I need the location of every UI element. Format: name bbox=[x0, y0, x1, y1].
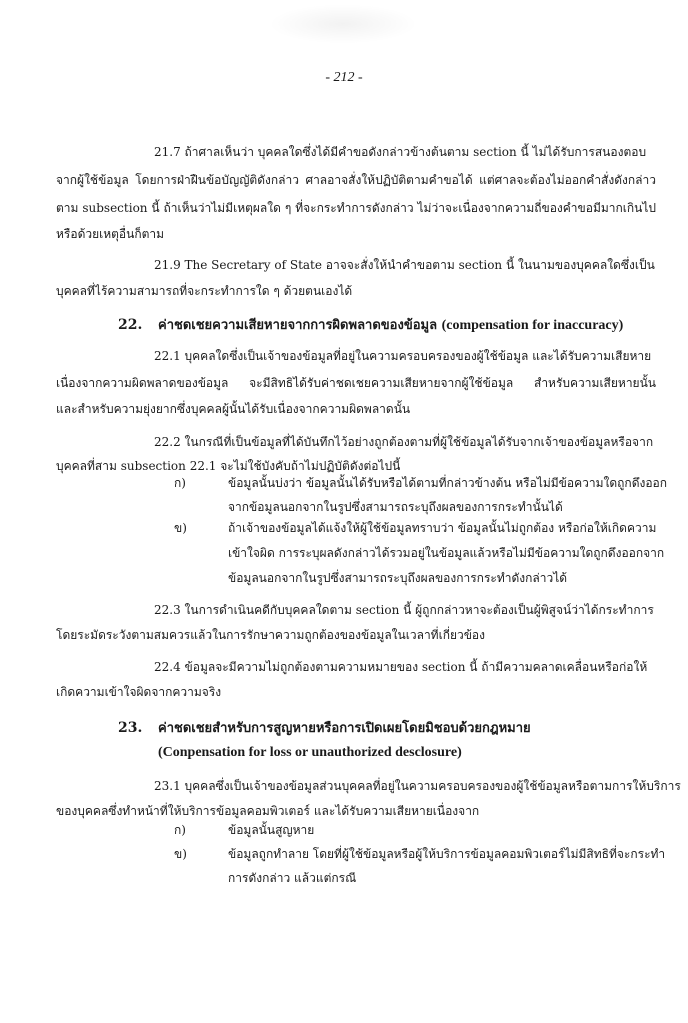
para-22-3-line-2: โดยระมัดระวังตามสมควรแล้วในการรักษาความถูกต้องของข้อมูลในเวลาที่เกี่ยวข้อง bbox=[56, 628, 485, 642]
section-22-title-th: ค่าชดเชยความเสียหายจากการผิดพลาดของข้อมูล bbox=[158, 318, 438, 333]
item-marker: ข) bbox=[174, 521, 187, 535]
list-item-line: ถ้าเจ้าของข้อมูลได้แจ้งให้ผู้ใช้ข้อมูลทราบว่า ข้อมูลนั้นไม่ถูกต้อง หรือก่อให้เกิดความ bbox=[228, 521, 657, 535]
para-21-7-line-2: จากผู้ใช้ข้อมูล โดยการฝ่าฝืนข้อบัญญัติดังกล่าว ศาลอาจสั่งให้ปฏิบัติตามคำขอได้ แต่ศาลจะต้องไม่ออกคำสั่งดังกล่าว bbox=[56, 173, 656, 187]
page-number: - 212 - bbox=[325, 70, 363, 85]
scan-shadow bbox=[268, 4, 418, 44]
para-23-1-line-1: 23.1 บุคคลซึ่งเป็นเจ้าของข้อมูลส่วนบุคคลที่อยู่ในความครอบครองของผู้ใช้ข้อมูลหรือตามการให้บริการ bbox=[154, 779, 681, 793]
section-23-number: 23. bbox=[118, 720, 143, 736]
list-item-line: เข้าใจผิด การระบุผลดังกล่าวได้รวมอยู่ในข้อมูลแล้วหรือไม่มีข้อความใดถูกดึงออกจาก bbox=[228, 546, 665, 560]
list-item-line: ข้อมูลนั้นสูญหาย bbox=[228, 823, 315, 837]
section-22-number: 22. bbox=[118, 317, 143, 333]
para-23-1-line-2: ของบุคคลซึ่งทำหน้าที่ให้บริการข้อมูลคอมพิวเตอร์ และได้รับความเสียหายเนื่องจาก bbox=[56, 804, 480, 818]
section-23-title-en: (Conpensation for loss or unauthorized desclosure) bbox=[158, 745, 462, 760]
item-marker: ก) bbox=[174, 476, 186, 490]
para-22-1-line-3: และสำหรับความยุ่งยากซึ่งบุคคลผู้นั้นได้รับเนื่องจากความผิดพลาดนั้น bbox=[56, 402, 411, 416]
para-22-1-line-2: เนื่องจากความผิดพลาดของข้อมูล จะมีสิทธิได้รับค่าชดเชยความเสียหายจากผู้ใช้ข้อมูล สำหรับความเสียหายนั้น bbox=[56, 376, 656, 390]
para-21-7-line-4: หรือด้วยเหตุอื่นก็ตาม bbox=[56, 227, 165, 241]
section-22-title-en: (compensation for inaccuracy) bbox=[441, 318, 624, 333]
section-22-heading bbox=[158, 317, 623, 335]
para-21-9-line-2: บุคคลที่ไร้ความสามารถที่จะกระทำการใด ๆ ด้วยตนเองได้ bbox=[56, 284, 353, 298]
item-marker: ข) bbox=[174, 847, 187, 861]
list-item-line: ข้อมูลนอกจากในรูปซึ่งสามารถระบุถึงผลของการกระทำดังกล่าวได้ bbox=[228, 571, 568, 585]
para-22-2-line-1: 22.2 ในกรณีที่เป็นข้อมูลที่ได้บันทึกไว้อย่างถูกต้องตามที่ผู้ใช้ข้อมูลได้รับจากเจ้าของข้อมูลหรือจาก bbox=[154, 435, 654, 449]
para-21-7-line-3: ตาม subsection นี้ ถ้าเห็นว่าไม่มีเหตุผลใด ๆ ที่จะกระทำการดังกล่าว ไม่ว่าจะเนื่องจากความถี่ของคำขอมีมากเกินไป bbox=[56, 201, 656, 215]
para-22-3-line-1: 22.3 ในการดำเนินคดีกับบุคคลใดตาม section นี้ ผู้ถูกกล่าวหาจะต้องเป็นผู้พิสูจน์ว่าได้กระทำการ bbox=[154, 603, 654, 617]
para-22-2-line-2: บุคคลที่สาม subsection 22.1 จะไม่ใช้บังคับถ้าไม่ปฏิบัติดังต่อไปนี้ bbox=[56, 459, 401, 473]
list-item-line: จากข้อมูลนอกจากในรูปซึ่งสามารถระบุถึงผลของการกระทำนั้นได้ bbox=[228, 500, 563, 514]
para-22-1-line-1: 22.1 บุคคลใดซึ่งเป็นเจ้าของข้อมูลที่อยู่ในความครอบครองของผู้ใช้ข้อมูล และได้รับความเสียหาย bbox=[154, 349, 652, 363]
para-21-7-line-1: 21.7 ถ้าศาลเห็นว่า บุคคลใดซึ่งได้มีคำขอดังกล่าวข้างต้นตาม section นี้ ไม่ได้รับการสนองตอบ bbox=[154, 145, 647, 159]
list-item-line: ข้อมูลถูกทำลาย โดยที่ผู้ใช้ข้อมูลหรือผู้ให้บริการข้อมูลคอมพิวเตอร์ไม่มีสิทธิที่จะกระทำ bbox=[228, 847, 666, 861]
section-23-title-th: ค่าชดเชยสำหรับการสูญหายหรือการเปิดเผยโดยมิชอบด้วยกฎหมาย bbox=[158, 721, 531, 736]
list-item-line: การดังกล่าว แล้วแต่กรณี bbox=[228, 871, 357, 885]
para-22-4-line-2: เกิดความเข้าใจผิดจากความจริง bbox=[56, 685, 222, 699]
para-22-4-line-1: 22.4 ข้อมูลจะมีความไม่ถูกต้องตามความหมายของ section นี้ ถ้ามีความคลาดเคลื่อนหรือก่อให้ bbox=[154, 660, 648, 674]
item-marker: ก) bbox=[174, 823, 186, 837]
list-item-line: ข้อมูลนั้นบ่งว่า ข้อมูลนั้นได้รับหรือได้ตามที่กล่าวข้างต้น หรือไม่มีข้อความใดถูกดึงออก bbox=[228, 476, 668, 490]
para-21-9-line-1: 21.9 The Secretary of State อาจจะสั่งให้นำคำขอตาม section นี้ ในนามของบุคคลใดซึ่งเป็น bbox=[154, 258, 655, 272]
